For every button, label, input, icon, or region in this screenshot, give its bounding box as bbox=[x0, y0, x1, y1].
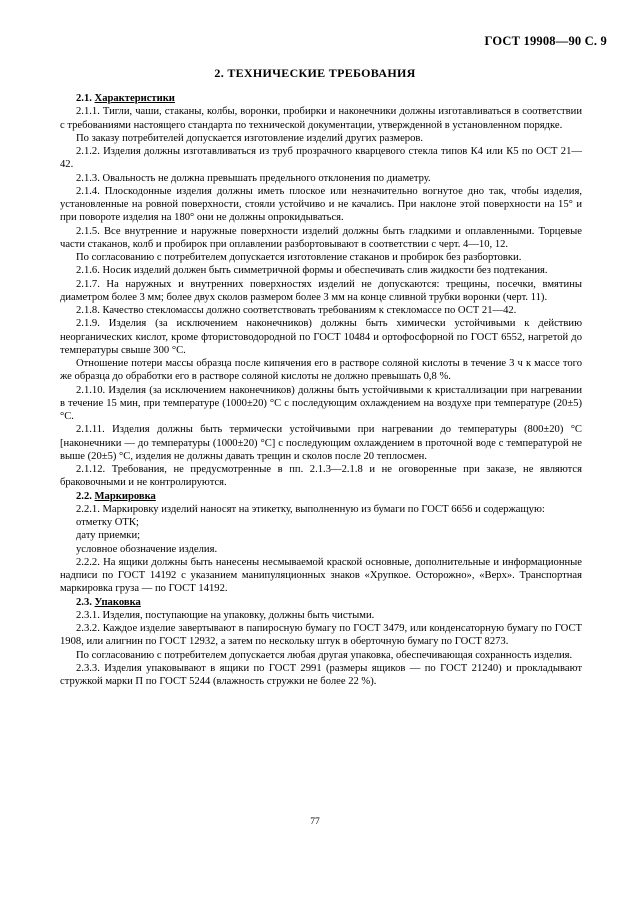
paragraph: 2.1.9. Изделия (за исключением наконечников) должны быть химически устойчивыми к действию неорганических кислот, кроме фтористоводородной по ГОСТ 10484 и ортофосфорной по ГОСТ 6552, нагретой до температуры свыше 300 °С. bbox=[60, 318, 582, 356]
paragraph: Отношение потери массы образца после кипячения его в растворе соляной кислоты в течение 3 ч к массе того же образца до обработки его в растворе соляной кислоты не должно превышать 0,8 %. bbox=[60, 358, 582, 383]
paragraph: По согласованию с потребителем допускается любая другая упаковка, обеспечивающая сохранность изделия. bbox=[76, 649, 573, 661]
paragraph: 2.1.2. Изделия должны изготавливаться из труб прозрачного кварцевого стекла типов К4 или К5 по ОСТ 21—42. bbox=[60, 146, 582, 171]
paragraph: 2.1.12. Требования, не предусмотренные в пп. 2.1.3—2.1.8 и не оговоренные при заказе, не являются браковочными и не контролируются. bbox=[60, 464, 582, 489]
section-title: 2. ТЕХНИЧЕСКИЕ ТРЕБОВАНИЯ bbox=[214, 66, 416, 80]
paragraph: отметку ОТК; bbox=[76, 517, 139, 528]
paragraph: 2.3.1. Изделия, поступающие на упаковку, должны быть чистыми. bbox=[76, 609, 375, 621]
paragraph: 2.1.1. Тигли, чаши, стаканы, колбы, воронки, пробирки и наконечники должны изготавливаться в соответствии с требованиями настоящего стандарта по технической документации, утвержденной в установленном порядке. bbox=[60, 106, 582, 131]
paragraph: По заказу потребителей допускается изготовление изделий других размеров. bbox=[76, 132, 424, 144]
paragraph: 2.2.1. Маркировку изделий наносят на этикетку, выполненную из бумаги по ГОСТ 6656 и содержащую: bbox=[76, 503, 545, 515]
paragraph: 2.1.10. Изделия (за исключением наконечников) должны быть устойчивыми к кристаллизации при нагревании в течение 15 мин, при температуре (1000±20) °С с последующим охлаждением на воздухе при температуре (20±5) °С. bbox=[60, 384, 582, 422]
paragraph: дату приемки; bbox=[76, 530, 141, 542]
subsection-heading: 2.3. Упаковка bbox=[76, 596, 141, 608]
running-header: ГОСТ 19908—90 С. 9 bbox=[484, 34, 607, 48]
paragraph: 2.1.3. Овальность не должна превышать предельного отклонения по диаметру. bbox=[76, 172, 431, 184]
body-text bbox=[60, 92, 582, 688]
paragraph: 2.1.6. Носик изделий должен быть симметричной формы и обеспечивать слив жидкости без подтекания. bbox=[76, 265, 548, 277]
page-number: 77 bbox=[310, 817, 320, 827]
paragraph: 2.1.11. Изделия должны быть термически устойчивыми при нагревании до температуры (800±20) °С [наконечники — до температуры (1000±20) °С] с последующим охлаждением в проточной воде с температурой не выше (20±5) °С, изделия не должны давать трещин и сколов после 20 теплосмен. bbox=[60, 424, 582, 462]
paragraph: 2.3.2. Каждое изделие завертывают в папиросную бумагу по ГОСТ 3479, или конденсаторную бумагу по ГОСТ 1908, или алигнин по ГОСТ 12932, а затем по нескольку штук в оберточную бумагу по ГОСТ 8273. bbox=[60, 623, 582, 648]
paragraph: условное обозначение изделия. bbox=[76, 543, 218, 555]
paragraph: 2.1.8. Качество стекломассы должно соответствовать требованиям к стекломассе по ОСТ 21—42. bbox=[76, 305, 517, 316]
paragraph: 2.1.7. На наружных и внутренних поверхностях изделий не допускаются: трещины, посечки, вмятины диаметром более 3 мм; более двух сколов размером более 3 мм на конце сливной трубки воронки (черт. 11). bbox=[60, 278, 582, 303]
subsection-heading: 2.2. Маркировка bbox=[76, 490, 156, 502]
paragraph: 2.1.5. Все внутренние и наружные поверхности изделий должны быть гладкими и оплавленными. Торцевые части стаканов, колб и пробирок при оплавлении разбортовывают в соответствии с черт. 4—10, 12. bbox=[60, 225, 582, 250]
subsection-heading: 2.1. Характеристики bbox=[76, 93, 175, 104]
paragraph: По согласованию с потребителем допускается изготовление стаканов и пробирок без разбортовки. bbox=[76, 252, 522, 263]
paragraph: 2.1.4. Плоскодонные изделия должны иметь плоское или незначительно вогнутое дно так, чтобы изделия, установленные на ровной поверхности, стояли устойчиво и не качались. При наклоне этой поверхности на 15° и при повороте изделия на 180° они не должны опрокидываться. bbox=[60, 185, 582, 224]
paragraph: 2.3.3. Изделия упаковывают в ящики по ГОСТ 2991 (размеры ящиков — по ГОСТ 21240) и прокладывают стружкой марки П по ГОСТ 5244 (влажность стружки не более 22 %). bbox=[60, 662, 582, 687]
paragraph: 2.2.2. На ящики должны быть нанесены несмываемой краской основные, дополнительные и информационные надписи по ГОСТ 14192 с указанием манипуляционных знаков «Хрупкое. Осторожно», «Верх». Транспортная маркировка груза — по ГОСТ 14192. bbox=[60, 556, 582, 595]
